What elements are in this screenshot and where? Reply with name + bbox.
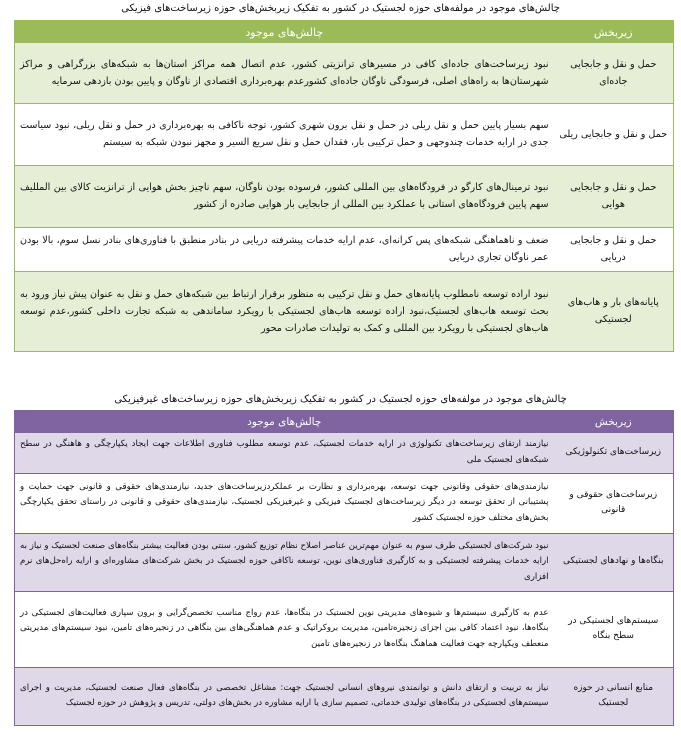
table-row <box>15 43 674 103</box>
row-subsector: حمل و نقل و جابجایی جاده‌ای <box>554 43 674 103</box>
row-challenges: نبود ترمینال‌های کارگو در فرودگاه‌های بین المللی کشور، فرسوده بودن ناوگان، سهم ناچیز بخش هوایی از ترانزیت کالای بین المللیف سهم پایین فرودگاه‌های استانی با عملکرد بین المللی از جابجایی بار هوایی صادره از کشور <box>15 165 554 227</box>
table-row <box>15 227 674 271</box>
table-row <box>15 591 674 667</box>
table1-caption: چالش‌های موجود در مولفه‌های حوزه لجستیک در کشور به تفکیک زیربخش‌های حوزه زیرساخت‌های فیزیکی <box>121 3 560 14</box>
row-challenges: نیازمند ارتقای زیرساخت‌های تکنولوژی در ارایه خدمات لجستیک، عدم توسعه مطلوب فناوری اطلاعات جهت ایجاد یکپارچگی و هاهنگی در سطح شبکه‌های لجستیک ملی <box>15 433 554 473</box>
table-row <box>15 103 674 165</box>
physical-infrastructure-table <box>14 20 674 352</box>
row-challenges: نبود شرکت‌های لجستیکی طرف سوم به عنوان مهم‌ترین عناصر اصلاح نظام توزیع کشور، سنتی بودن فعالیت بیشتر بنگاه‌های صنعت لجستیک و نیاز به ارایه خدمات پیشرفته لجستیکی و به کارگیری فناوری‌های نوین، توسعه ناکافی حوزه لجستیک در بخش شرکت‌های مشاوره‌ای و ارایه راه‌حل‌های نرم افزاری <box>15 533 554 591</box>
table-row <box>15 433 674 473</box>
nonphysical-infrastructure-table <box>14 410 674 726</box>
table-row <box>15 533 674 591</box>
row-challenges: نیازمندی‌های حقوقی وقانونی جهت توسعه، بهره‌برداری و نظارت بر عملکردزیرساخت‌های جدید، نیازمندی‌های حقوقی و قانونی جهت حمایت و پشتیبانی از تحقق توسعه در دیگر زیرساخت‌های لجستیک فیزیکی و غیرفیزیکی لجستیک، نیازمندی‌های حقوقی و قانونی در راستای تحقق یکپارچگی بخش‌های مختلف حوزه لجستیک کشور <box>15 473 554 533</box>
header-subsector: زیربخش <box>554 21 674 44</box>
row-subsector: زیرساخت‌های تکنولوژیکی <box>554 433 674 473</box>
row-subsector: سیستم‌های لجستیکی در سطح بنگاه <box>554 591 674 667</box>
table-row <box>15 271 674 351</box>
table-header <box>15 21 674 44</box>
row-challenges: نیاز به تربیت و ارتقای دانش و توانمندی نیروهای انسانی لجستیک جهت: مشاغل تخصصی در بنگاه‌های فعال صنعت لجستیک، مدیریت و اجرای سیستم‌های لجستیکی در بنگاه‌های تولیدی خدماتی، تصمیم سازی یا ارایه مشاوره در بخش‌های دولتی، تدریس و پژوهش در حوزه لجستیک <box>15 667 554 725</box>
table2-caption: چالش‌های موجود در مولفه‌های حوزه لجستیک در کشور به تفکیک زیربخش‌های حوزه زیرساخت‌های غیرفیزیکی <box>114 394 567 405</box>
header-challenges: چالش‌های موجود <box>15 21 554 44</box>
row-subsector: حمل و نقل و جابجایی هوایی <box>554 165 674 227</box>
row-challenges: نبود اراده توسعه نامطلوب پایانه‌های حمل و نقل ترکیبی به منظور برقرار ارتباط بین شبکه‌های حمل و نقل به عنوان پیش نیاز ورود به بحث توسعه هاب‌های لجستیک،نبود اراده توسعه هاب‌های لجستیکی با رویکرد ساماندهی به شبکه تجارت داخلی کشور،عدم توسعه هاب‌های لجستیکی با رویکرد بین المللی و کمک به تولیدات صادرات محور <box>15 271 554 351</box>
row-challenges: نبود زیرساخت‌های جاده‌ای کافی در مسیرهای ترانزیتی کشور، عدم اتصال همه مراکز استان‌ها به شبکه‌های بزرگراهی و مراکز شهرستان‌ها به راه‌های اصلی، فرسودگی ناوگان جاده‌ای کشورعدم بهره‌برداری اقتصادی از ناوگان و پایین بودن بازدهی سرمایه <box>15 43 554 103</box>
table-row <box>15 667 674 725</box>
header-subsector: زیربخش <box>554 411 674 434</box>
row-subsector: حمل و نقل و جابجایی ریلی <box>554 103 674 165</box>
row-subsector: حمل و نقل و جابجایی دریایی <box>554 227 674 271</box>
header-challenges: چالش‌های موجود <box>15 411 554 434</box>
table-row <box>15 165 674 227</box>
row-subsector: زیرساخت‌های حقوقی و قانونی <box>554 473 674 533</box>
row-challenges: عدم به کارگیری سیستم‌ها و شیوه‌های مدیریتی نوین لجستیک در بنگاه‌ها، عدم رواج مناسب تخصص‌گرایی و برون سپاری فعالیت‌های لجستیکی در بنگاه‌ها، نبود اعتماد کافی بین اجزای زنجیره‌تامین، مدیریت بروکراتیک و عدم هماهنگی‌های بین بنگاهی در زنجیره‌های تامین، نبود سیستم‌های مدیریتی منعطف ویکپارچه جهت فعالیت هماهنگ بنگاه‌ها در زنجیره‌های تامین <box>15 591 554 667</box>
table-header <box>15 411 674 434</box>
row-subsector: بنگاه‌ها و نهادهای لجستیکی <box>554 533 674 591</box>
row-challenges: ضعف و ناهماهنگی شبکه‌های پس کرانه‌ای، عدم ارایه خدمات پیشرفته دریایی در بنادر منطبق با فناوری‌های بنادر نسل سوم، بالا بودن عمر ناوگان تجاری دریایی <box>15 227 554 271</box>
row-subsector: پایانه‌های بار و هاب‌های لجستیکی <box>554 271 674 351</box>
table-row <box>15 473 674 533</box>
row-challenges: سهم بسیار پایین حمل و نقل ریلی در حمل و نقل برون شهری کشور، توجه ناکافی به بهره‌برداری در حمل و نقل ریلی، نبود سیاست جدی در ارایه خدمات چندوجهی و حمل ترکیبی بار، فقدان حمل و نقل سریع السیر و مجهز نبودن شبکه به سیستم <box>15 103 554 165</box>
row-subsector: منابع انسانی در حوزه لجستیک <box>554 667 674 725</box>
